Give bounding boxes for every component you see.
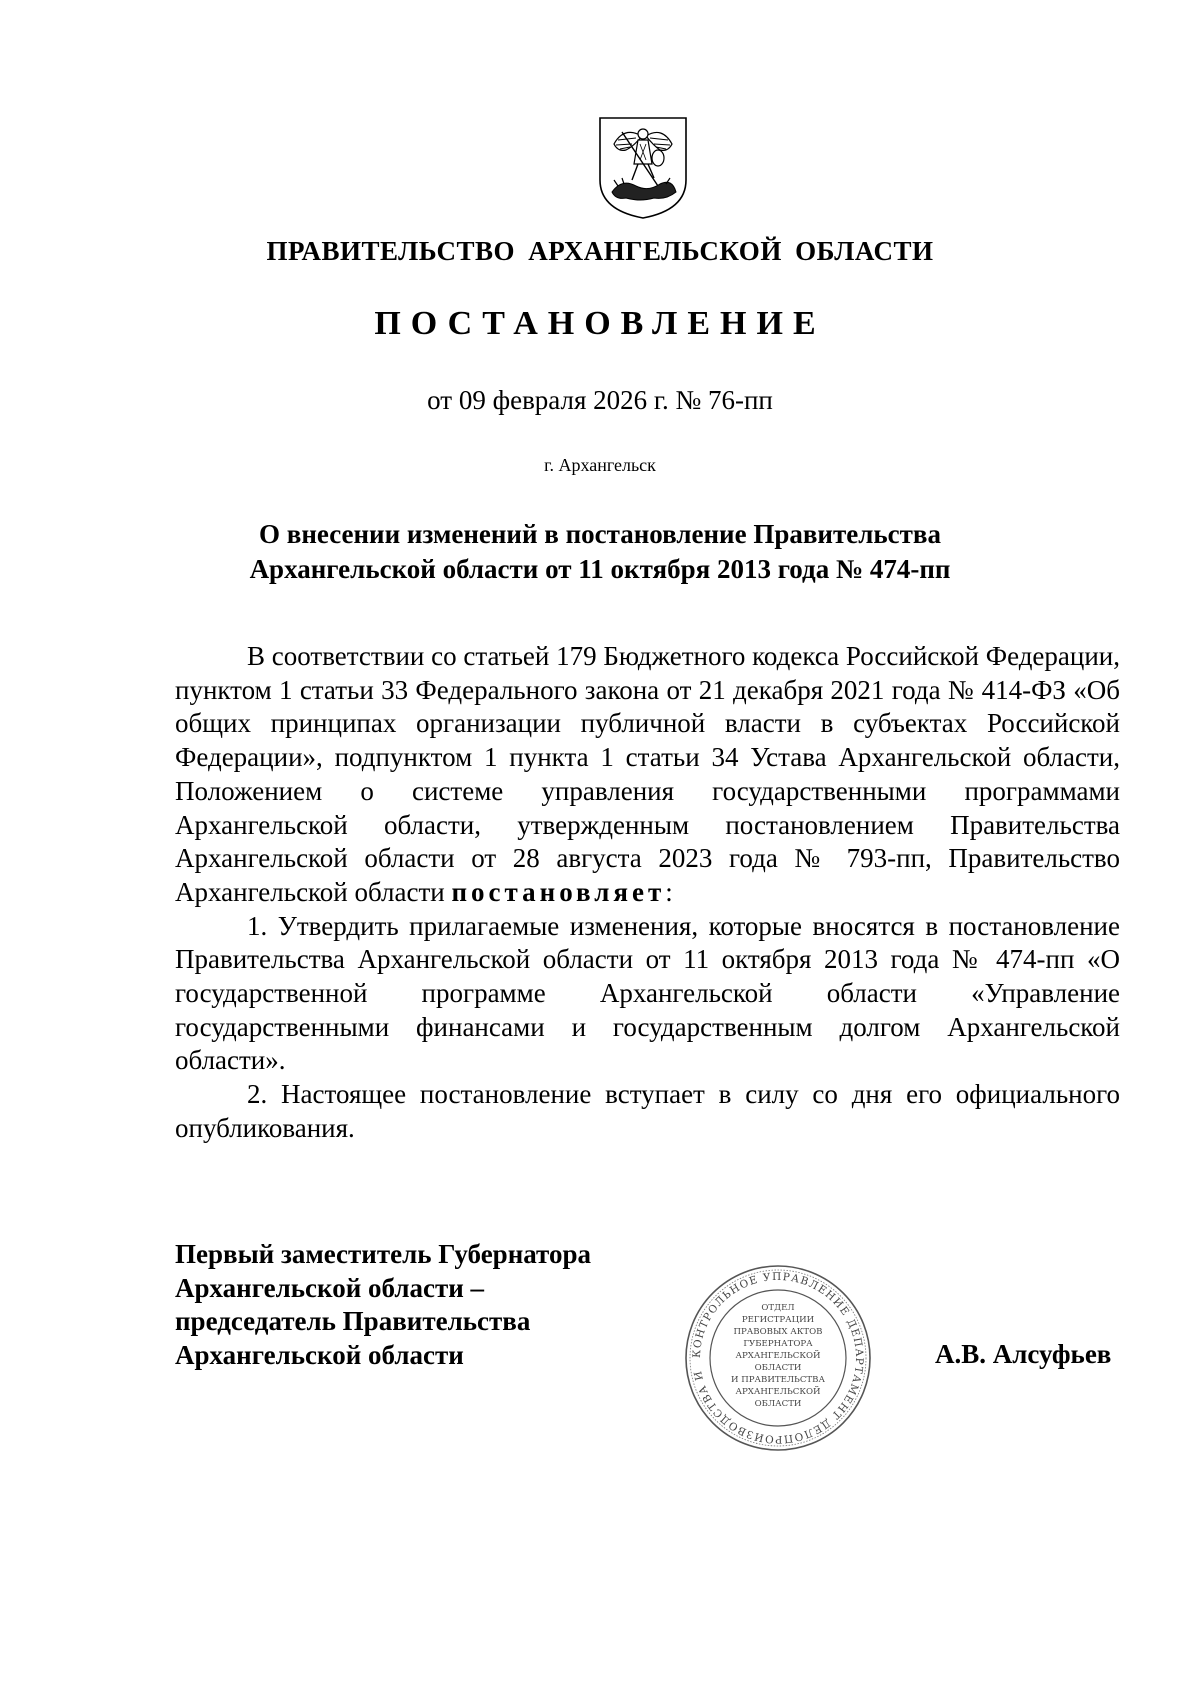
- document-date-number: от 09 февраля 2026 г. № 76-пп: [427, 385, 773, 415]
- stamp-line-7: И ПРАВИТЕЛЬСТВА: [731, 1375, 825, 1385]
- stamp-line-6: ОБЛАСТИ: [754, 1363, 802, 1373]
- coat-of-arms-svg: [596, 114, 690, 220]
- coat-of-arms-icon: [596, 114, 690, 220]
- signatory-position: [175, 1238, 591, 1373]
- document-type-title: ПОСТАНОВЛЕНИЕ: [374, 305, 826, 342]
- signatory-position-line-3: председатель Правительства: [175, 1306, 531, 1337]
- signatory-position-line-4: Архангельской области: [175, 1340, 464, 1371]
- stamp-line-8: АРХАНГЕЛЬСКОЙ: [735, 1387, 821, 1397]
- document-body: [175, 640, 1120, 1146]
- resolves-colon: :: [665, 876, 673, 907]
- signatory-name: А.В. Алсуфьев: [935, 1339, 1112, 1369]
- subject-line-2: Архангельской области от 11 октября 2013 года № 474-пп: [249, 554, 951, 584]
- item-1-paragraph: 1. Утвердить прилагаемые изменения, которые вносятся в постановление Правительства Архангельской области от 11 октября 2013 года № 474-пп «О государственной программе Архангельской области «Управление государственными финансами и государственным долгом Архангельской области».: [175, 910, 1120, 1076]
- resolves-word: постановляет: [451, 876, 666, 907]
- organization-title: ПРАВИТЕЛЬСТВО АРХАНГЕЛЬСКОЙ ОБЛАСТИ: [266, 236, 934, 266]
- stamp-line-9: ОБЛАСТИ: [754, 1399, 802, 1409]
- official-stamp-svg: [683, 1263, 873, 1453]
- official-stamp-icon: [683, 1263, 873, 1453]
- stamp-line-3: ПРАВОВЫХ АКТОВ: [733, 1327, 823, 1337]
- stamp-line-4: ГУБЕРНАТОРА: [743, 1339, 813, 1349]
- document-subject: [0, 517, 1200, 587]
- stamp-line-2: РЕГИСТРАЦИИ: [741, 1315, 815, 1325]
- item-2-paragraph: 2. Настоящее постановление вступает в силу со дня его официального опубликования.: [175, 1079, 1120, 1143]
- signatory-position-line-2: Архангельской области –: [175, 1272, 485, 1303]
- preamble-text: В соответствии со статьей 179 Бюджетного кодекса Российской Федерации, пунктом 1 статьи 33 Федерального закона от 21 декабря 2021 года № 414-ФЗ «Об общих принципах организации публичной власти в субъектах Российской Федерации», подпунктом 1 пункта 1 статьи 34 Устава Архангельской области, Положением о системе управления государственными программами Архангельской области, утвержденным постановлением Правительства Архангельской области от 28 августа 2023 года № 793-пп, Правительство Архангельской области: [175, 641, 1120, 907]
- stamp-line-1: ОТДЕЛ: [761, 1303, 795, 1313]
- document-city: г. Архангельск: [544, 455, 656, 475]
- stamp-ring-text: КОНТРОЛЬНОЕ УПРАВЛЕНИЕ ДЕПАРТАМЕНТ ДЕЛОПРОИЗВОДСТВА И: [690, 1270, 866, 1446]
- stamp-line-5: АРХАНГЕЛЬСКОЙ: [735, 1351, 821, 1361]
- subject-line-1: О внесении изменений в постановление Правительства: [259, 519, 941, 549]
- preamble-paragraph: [175, 640, 1120, 910]
- signatory-position-line-1: Первый заместитель Губернатора: [175, 1239, 591, 1269]
